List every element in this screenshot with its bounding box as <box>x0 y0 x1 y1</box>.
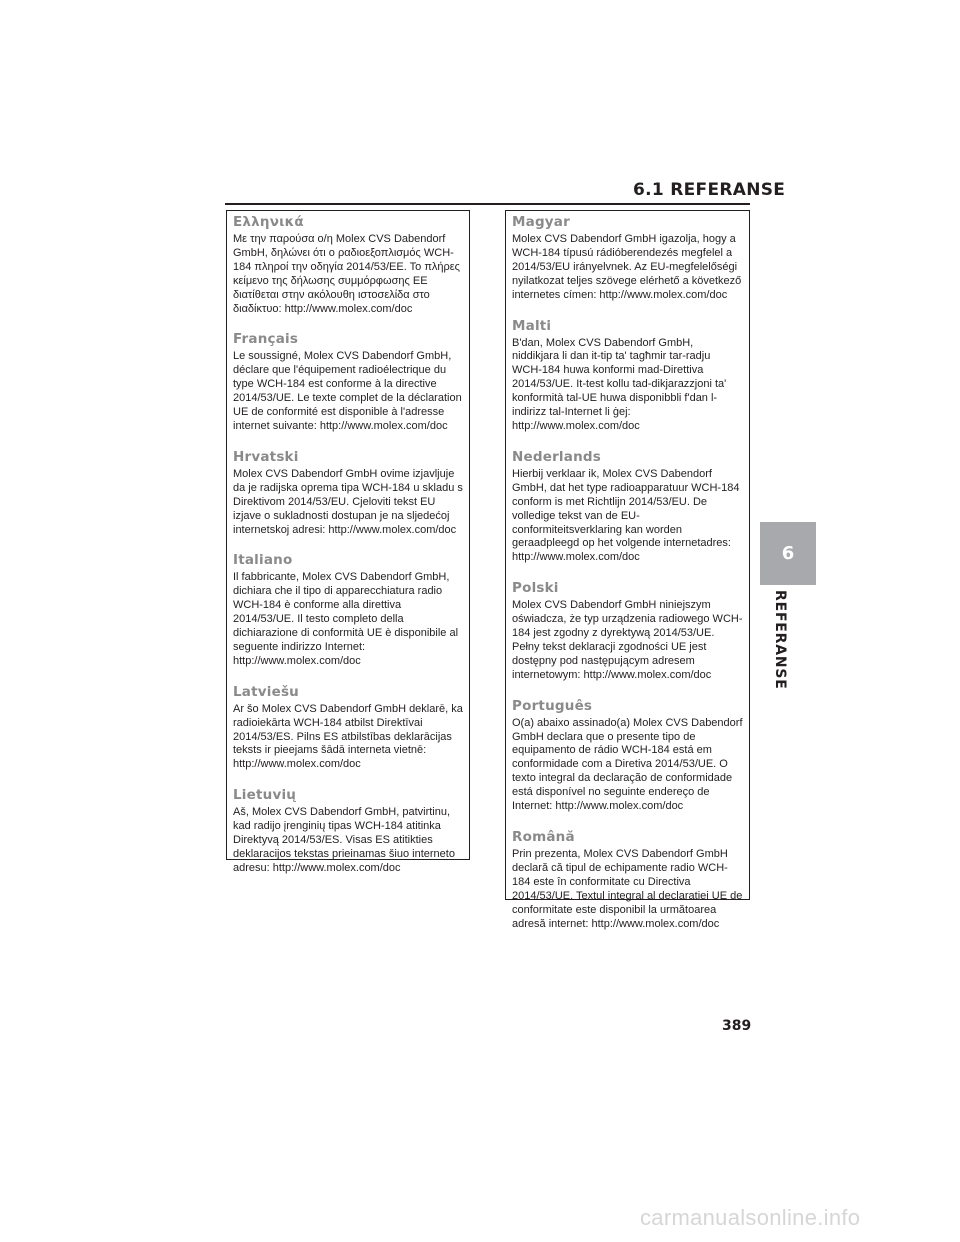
section-heading: Italiano <box>233 552 293 569</box>
language-section-croatian <box>233 448 463 538</box>
chapter-tab-label: REFERANSE <box>772 590 788 690</box>
section-heading: Français <box>233 331 299 348</box>
section-text: Le soussigné, Molex CVS Dabendorf GmbH, déclare que l'équipement radioélectrique du type WCH-184 est conforme à la directive 2014/53/UE. Le texte complet de la déclaration UE de conformité est disponible à l'adresse internet suivante: http://www.molex.com/doc <box>233 350 462 432</box>
section-text: Prin prezenta, Molex CVS Dabendorf GmbH declară că tipul de echipamente radio WCH-184 este în conformitate cu Directiva 2014/53/UE. Textul integral al declaratiei UE de conformitate este disponibil la următoarea adresă internet: http://www.molex.com/doc <box>512 848 743 930</box>
language-section-latvian <box>233 683 463 773</box>
section-heading: Hrvatski <box>233 448 299 465</box>
section-header: 6.1 REFERANSE <box>633 180 786 200</box>
section-text: O(a) abaixo assinado(a) Molex CVS Dabendorf GmbH declara que o presente tipo de equipamento de rádio WCH-184 está em conformidade com a Diretiva 2014/53/UE. O texto integral da declaração de conformidade está disponível no seguinte endereço de Internet: http://www.molex.com/doc <box>512 716 743 813</box>
section-text: Με την παρούσα ο/η Molex CVS Dabendorf GmbH, δηλώνει ότι ο ραδιοεξοπλισμός WCH-184 πληροί την οδηγία 2014/53/ΕΕ. Το πλήρες κείμενο της δήλωσης συμμόρφωσης ΕΕ διατίθεται στην ακόλουθη ιστοσελίδα στο διαδίκτυο: http://www.molex.com/doc <box>233 233 460 315</box>
right-column-box <box>505 210 750 930</box>
section-heading: Magyar <box>512 214 570 230</box>
language-section-maltese <box>512 317 743 434</box>
language-section-hungarian <box>512 213 743 303</box>
language-section-french <box>233 330 463 433</box>
section-heading: Polski <box>512 580 559 597</box>
language-section-italian <box>233 551 463 668</box>
section-heading: Português <box>512 697 593 714</box>
left-column-box <box>226 210 470 874</box>
section-heading: Latviešu <box>233 683 299 700</box>
chapter-number: 6 <box>781 543 795 564</box>
language-section-romanian <box>512 828 743 931</box>
section-text: Ar šo Molex CVS Dabendorf GmbH deklarē, ka radioiekārta WCH-184 atbilst Direktīvai 2014/53/ES. Pilns ES atbilstības deklarācijas teksts ir pieejams šādā interneta vietnē: http://www.molex.com/doc <box>233 702 463 771</box>
section-text: Molex CVS Dabendorf GmbH niniejszym oświadcza, że typ urządzenia radiowego WCH-184 jest zgodny z dyrektywą 2014/53/UE. Pełny tekst deklaracji zgodności UE jest dostępny pod następującym adresem internetowym: http://www.molex.com/doc <box>512 599 743 681</box>
section-heading: Nederlands <box>512 448 601 465</box>
language-section-dutch <box>512 448 743 565</box>
page-number: 389 <box>722 1018 752 1034</box>
section-text: Aš, Molex CVS Dabendorf GmbH, patvirtinu, kad radijo įrenginių tipas WCH-184 atitinka Direktyvą 2014/53/ES. Visas ES atitikties deklaracijos tekstas prieinamas šiuo interneto adresu: http://www.molex.com/doc <box>233 806 455 874</box>
language-section-greek <box>233 213 463 316</box>
section-heading: Română <box>512 829 575 845</box>
language-section-portuguese <box>512 697 743 814</box>
section-text: Molex CVS Dabendorf GmbH igazolja, hogy a WCH-184 típusú rádióberendezés megfelel a 2014/53/EU irányelvnek. Az EU-megfelelőségi nyilatkozat teljes szövege elérhető a következő internetes címen: http://www.molex.com/doc <box>512 233 742 301</box>
section-text: Hierbij verklaar ik, Molex CVS Dabendorf GmbH, dat het type radioapparatuur WCH-184 conform is met Richtlijn 2014/53/EU. De volledige tekst van de EU-conformiteitsverklaring kan worden geraadpleegd op het volgende internetadres: http://www.molex.com/doc <box>512 467 740 564</box>
header-rule <box>225 203 750 205</box>
section-text: Molex CVS Dabendorf GmbH ovime izjavljuje da je radijska oprema tipa WCH-184 u skladu s Direktivom 2014/53/EU. Cjeloviti tekst EU izjave o sukladnosti dostupan je na sljedećoj internetskoj adresi: http://www.molex.com/doc <box>233 467 463 536</box>
section-heading: Lietuvių <box>233 787 297 804</box>
section-heading: Malti <box>512 317 552 334</box>
language-section-lithuanian <box>233 786 463 876</box>
chapter-tab <box>760 522 816 585</box>
language-section-polish <box>512 579 743 682</box>
section-text: B'dan, Molex CVS Dabendorf GmbH, niddikjara li dan it-tip ta' tagħmir tar-radju WCH-184 huwa konformi mad-Direttiva 2014/53/UE. It-test kollu tad-dikjarazzjoni ta' konformità tal-UE huwa disponibbli f'dan l-indirizz tal-Internet li ġej: http://www.molex.com/doc <box>512 336 727 432</box>
section-text: Il fabbricante, Molex CVS Dabendorf GmbH, dichiara che il tipo di apparecchiatura radio WCH-184 è conforme alla direttiva 2014/53/UE. Il testo completo della dichiarazione di conformità UE è disponibile al seguente indirizzo Internet: http://www.molex.com/doc <box>233 571 459 667</box>
section-heading: Ελληνικά <box>233 214 304 230</box>
watermark: carmanualsonline.info <box>640 1205 861 1230</box>
